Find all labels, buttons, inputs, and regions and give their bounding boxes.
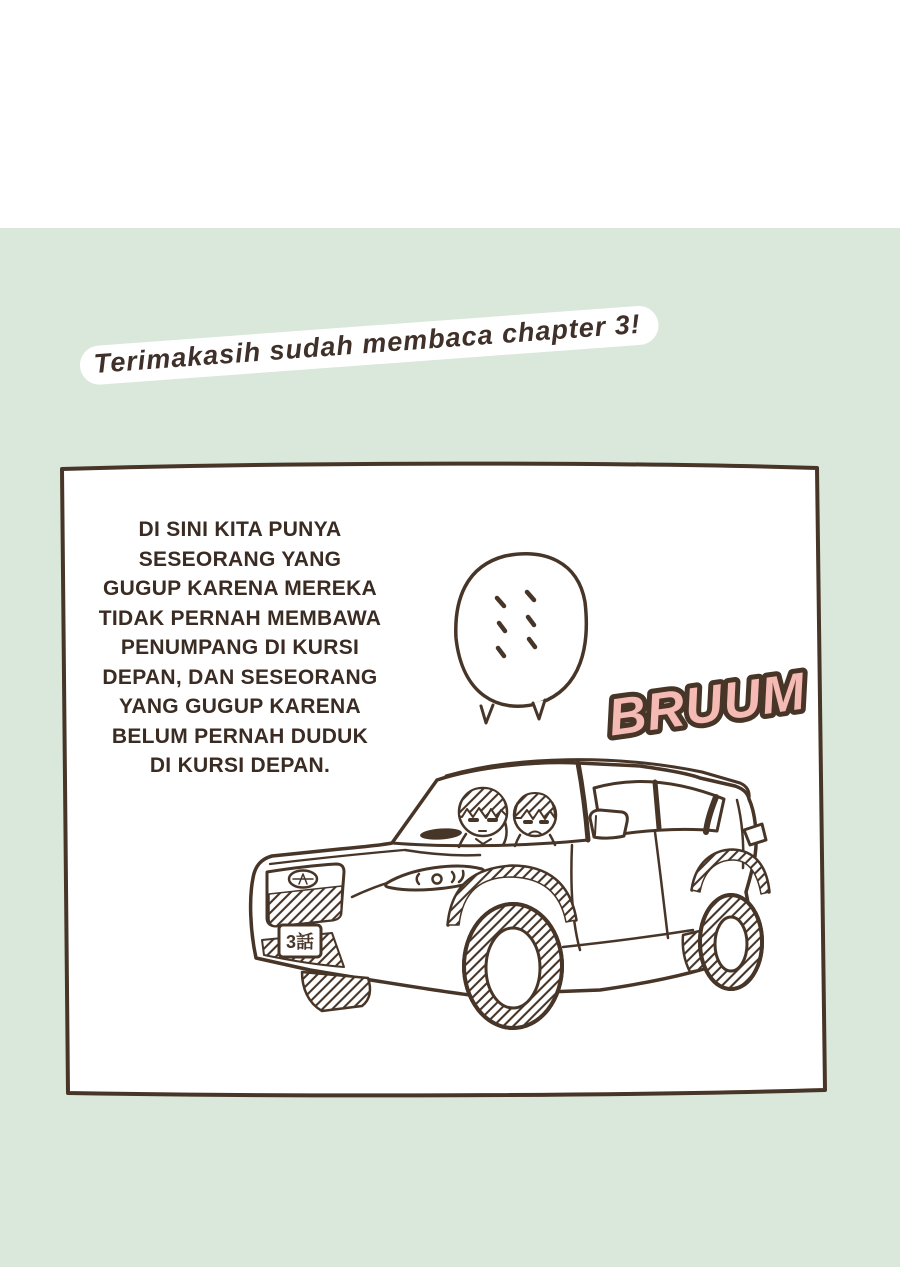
caption-text (80, 515, 400, 781)
rear-wheel (700, 895, 762, 989)
caption-line: PENUMPANG DI KURSI (120, 636, 360, 659)
caption-line: TIDAK PERNAH MEMBAWA (98, 606, 382, 630)
side-mirror (590, 810, 627, 838)
caption-line: DI SINI KITA PUNYA (138, 518, 342, 541)
sfx-bruum-text: BRUUM (604, 662, 810, 748)
front-wheel (464, 904, 562, 1028)
speech-bubble-outline (456, 554, 587, 706)
license-plate-text: 3話 (285, 932, 315, 952)
front-grille (267, 864, 344, 926)
thank-you-note: Terimakasih sudah membaca chapter 3! (79, 305, 661, 386)
caption-line: DI KURSI DEPAN. (149, 754, 331, 777)
caption-line: YANG GUGUP KARENA (119, 695, 361, 718)
caption-line: BELUM PERNAH DUDUK (111, 724, 369, 748)
caption-line: GUGUP KARENA MEREKA (102, 577, 378, 600)
caption-line: DEPAN, DAN SESEORANG (102, 665, 378, 689)
caption-line: SESEORANG YANG (138, 547, 342, 571)
